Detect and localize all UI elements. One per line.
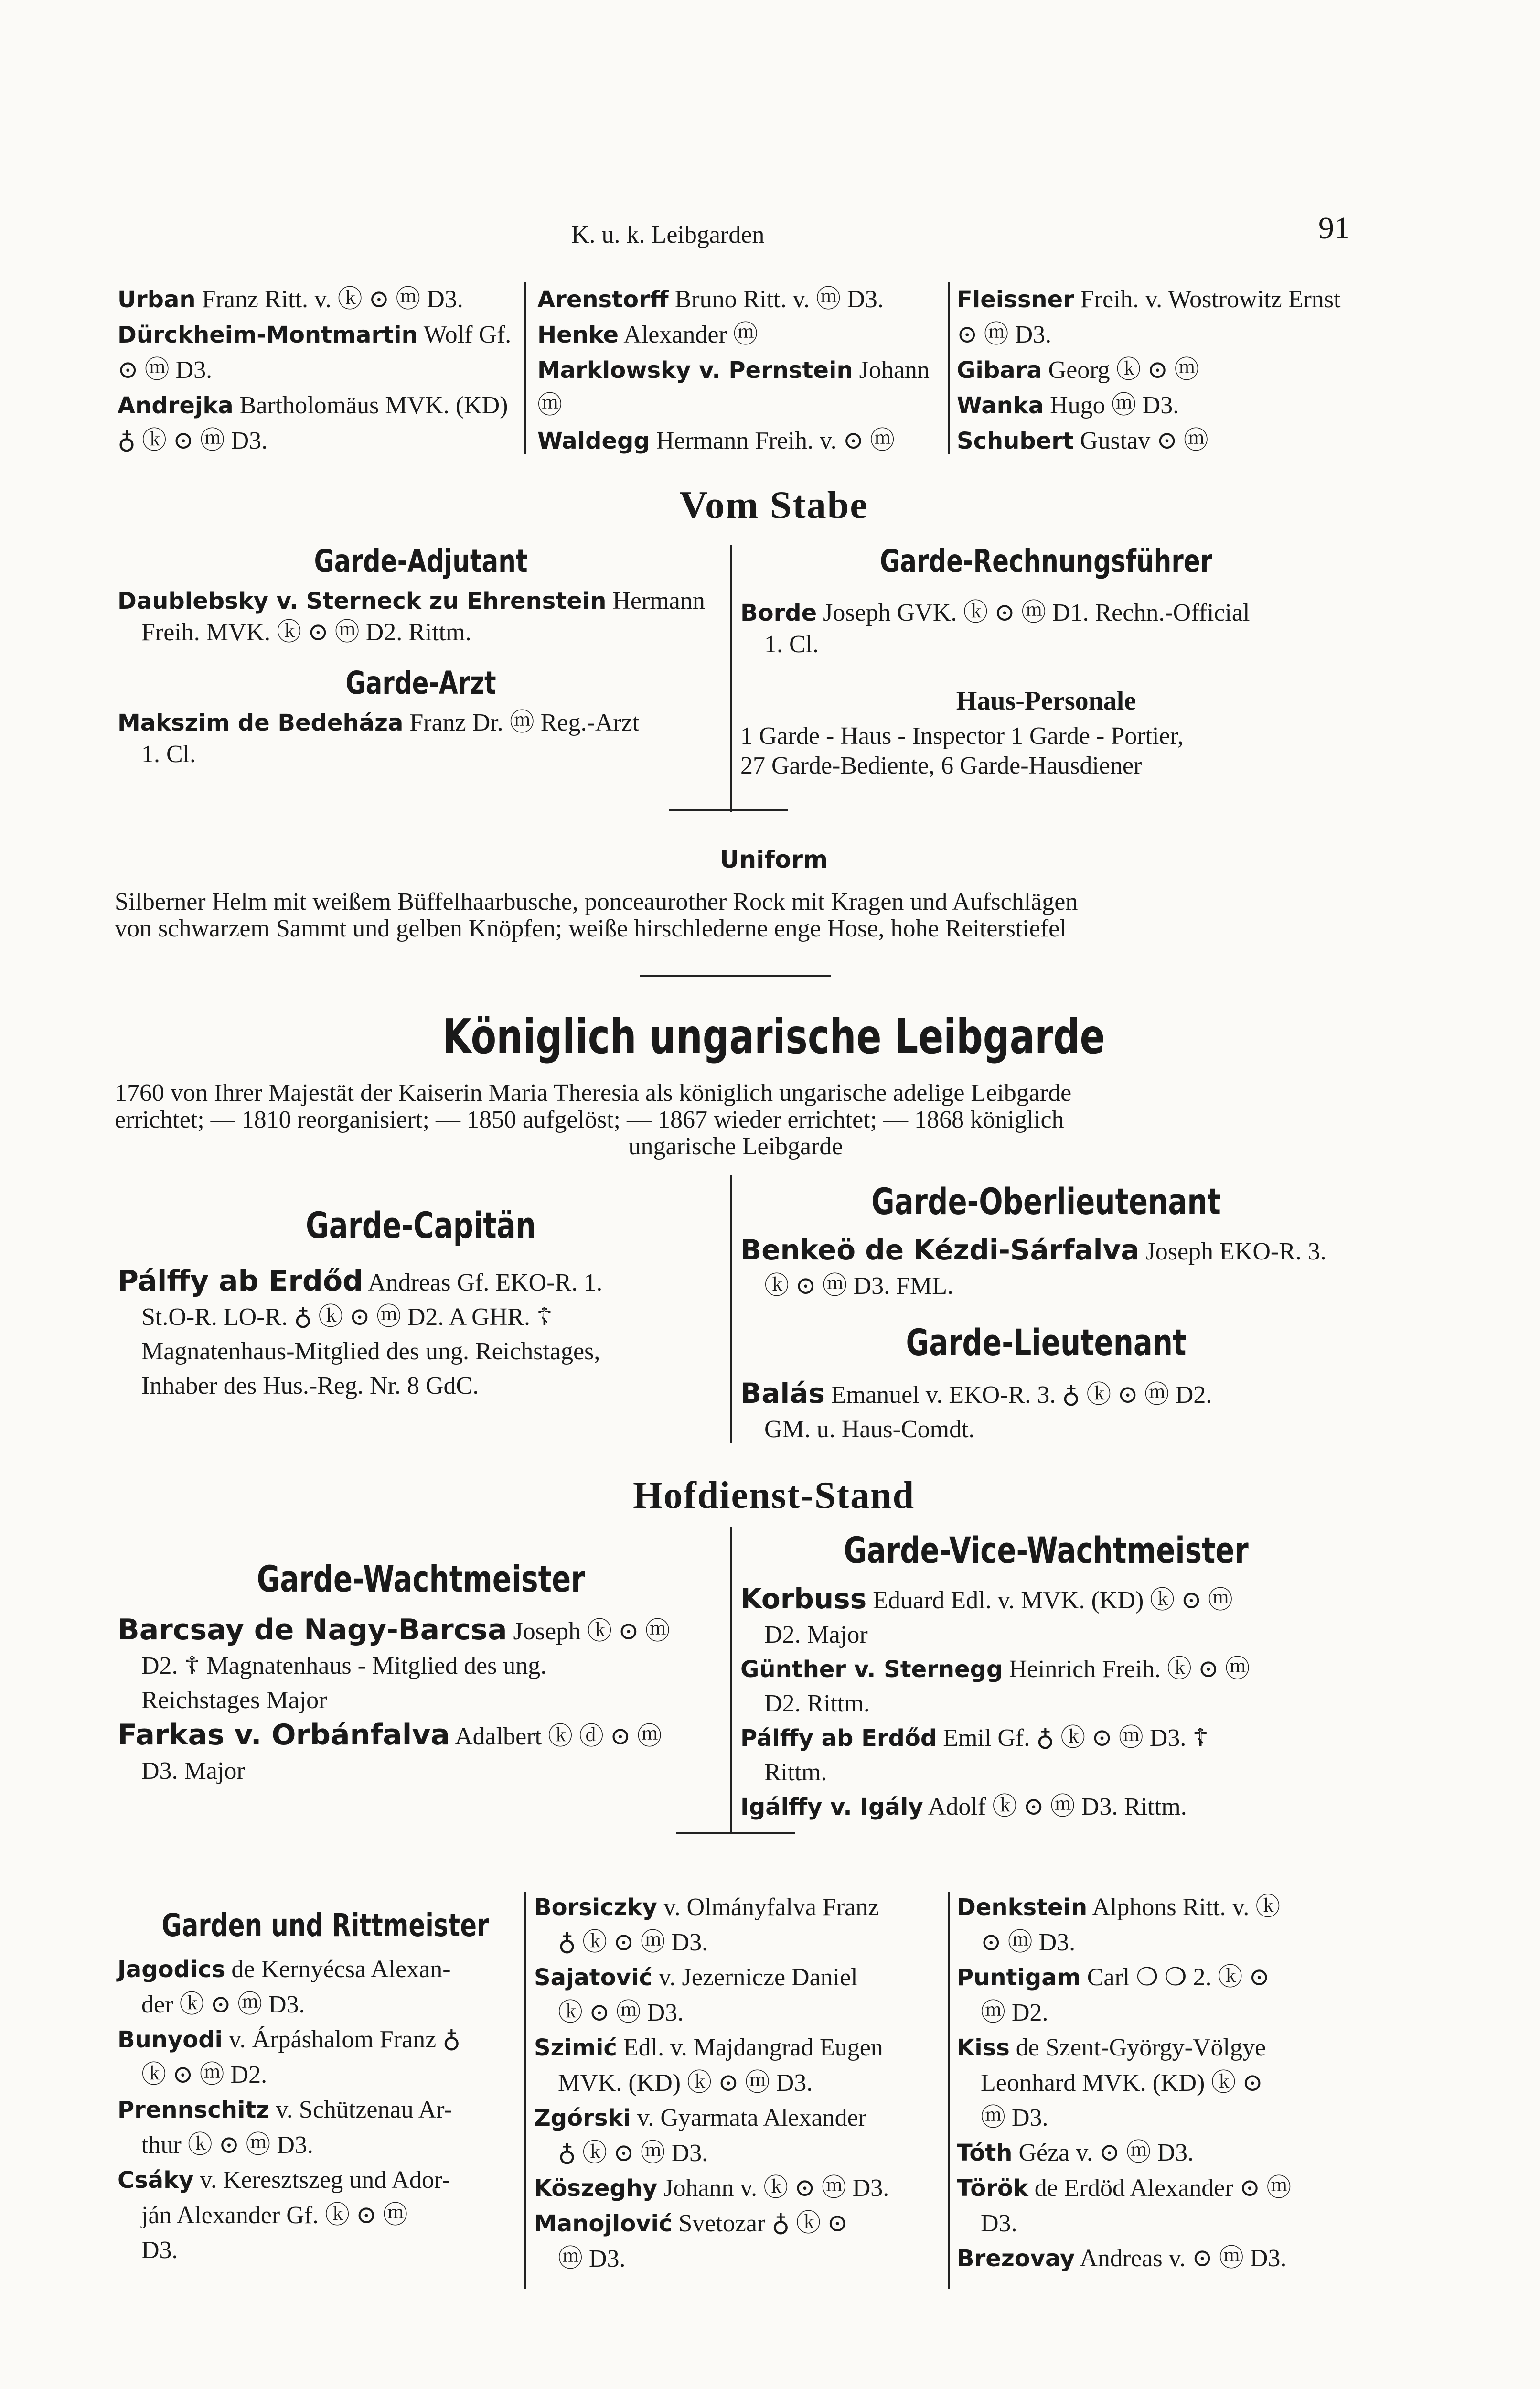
list-item: Marklowsky v. Pernstein Johann ⓜ (537, 356, 930, 419)
heading-garde-oberlieutenant: Garde-Oberlieutenant (871, 1180, 1221, 1223)
column-rule (730, 1527, 732, 1832)
rechnung-entry: Borde Joseph GVK. ⓚ ⊙ ⓜ D1. Rechn.-Official 1. Cl. (740, 599, 1250, 658)
section-title-vom-stabe: Vom Stabe (679, 483, 868, 527)
capitan-entry: Pálffy ab Erdőd Andreas Gf. EKO-R. 1. St.O-R. LO-R. ♁ ⓚ ⊙ ⓜ D2. A GHR. ☦ Magnatenhaus-Mitglied des ung. Reichstages, Inhaber des Hus.-Reg. Nr. 8 GdC. (118, 1264, 603, 1399)
top-column-2 (537, 282, 943, 459)
list-item: Waldegg Hermann Freih. v. ⊙ ⓜ (537, 427, 895, 454)
list-item: Manojlović Svetozar ♁ ⓚ ⊙ ⓜ D3. (534, 2210, 848, 2272)
column-rule (948, 282, 950, 454)
haus-personale-entry: 1 Garde - Haus - Inspector 1 Garde - Portier, 27 Garde-Bediente, 6 Garde-Hausdiener (740, 722, 1184, 779)
list-item: Dürckheim-Montmartin Wolf Gf. ⊙ ⓜ D3. (118, 321, 512, 384)
list-item: Brezovay Andreas v. ⊙ ⓜ D3. (957, 2245, 1287, 2272)
list-item: Henke Alexander ⓜ (537, 321, 758, 348)
list-item: Kiss de Szent-György-Völgye Leonhard MVK. (KD) ⓚ ⊙ ⓜ D3. (957, 2034, 1266, 2131)
running-title: K. u. k. Leibgarden (571, 221, 765, 248)
heading-garde-vice-wachtmeister: Garde-Vice-Wachtmeister (844, 1529, 1249, 1571)
uniform-text: Silberner Helm mit weißem Büffelhaarbusche, ponceaurother Rock mit Kragen und Aufschlägen von schwarzem Sammt und gelben Knöpfen; weiße hirschlederne enge Hose, hohe Reiterstiefel (115, 888, 1078, 942)
top-column-1 (118, 282, 519, 459)
list-item: Pálffy ab Erdőd Emil Gf. ♁ ⓚ ⊙ ⓜ D3. ☦ Rittm. (740, 1724, 1209, 1786)
column-rule (730, 1175, 732, 1443)
heading-garde-adjutant: Garde-Adjutant (314, 543, 528, 580)
list-item: Farkas v. Orbánfalva Adalbert ⓚ ⓓ ⊙ ⓜ D3. Major (118, 1718, 662, 1785)
vice-wachtmeister-list (740, 1582, 1357, 1824)
bottom-column-1 (118, 1952, 521, 2268)
list-item: Barcsay de Nagy-Barcsa Joseph ⓚ ⊙ ⓜ D2. ☦ Magnatenhaus - Mitglied des ung. Reichstages Major (118, 1613, 670, 1714)
list-item: Zgórski v. Gyarmata Alexander ♁ ⓚ ⊙ ⓜ D3. (534, 2104, 867, 2167)
uniform-title: Uniform (719, 846, 828, 873)
list-item: Bunyodi v. Árpáshalom Franz ♁ ⓚ ⊙ ⓜ D2. (118, 2026, 461, 2088)
adjutant-entry: Daublebsky v. Sterneck zu Ehrenstein Hermann Freih. MVK. ⓚ ⊙ ⓜ D2. Rittm. (118, 587, 705, 646)
bottom-column-2 (534, 1890, 945, 2276)
list-item: Fleissner Freih. v. Wostrowitz Ernst ⊙ ⓜ D3. (957, 286, 1341, 348)
column-rule (730, 545, 732, 812)
column-rule (948, 1892, 950, 2289)
list-item: Köszeghy Johann v. ⓚ ⊙ ⓜ D3. (534, 2174, 889, 2202)
bottom-column-3 (957, 1890, 1358, 2276)
divider (669, 809, 788, 811)
heading-garde-capitan: Garde-Capitän (306, 1204, 536, 1247)
list-item: Schubert Gustav ⊙ ⓜ (957, 427, 1208, 454)
list-item: Igálffy v. Igály Adolf ⓚ ⊙ ⓜ D3. Rittm. (740, 1793, 1187, 1820)
list-item: Jagodics de Kernyécsa Alexan- der ⓚ ⊙ ⓜ D3. (118, 1956, 451, 2018)
heading-garde-rechnungsfuehrer: Garde-Rechnungsführer (879, 543, 1213, 580)
heading-garden-und-rittmeister: Garden und Rittmeister (161, 1907, 489, 1944)
divider (640, 975, 831, 977)
lieutenant-entry: Balás Emanuel v. EKO-R. 3. ♁ ⓚ ⊙ ⓜ D2. GM. u. Haus-Comdt. (740, 1377, 1212, 1443)
heading-haus-personale: Haus-Personale (956, 686, 1136, 716)
list-item: Sajatović v. Jezernicze Daniel ⓚ ⊙ ⓜ D3. (534, 1964, 858, 2026)
section-title-ungarische-leibgarde: Königlich ungarische Leibgarde (442, 1009, 1105, 1065)
list-item: Prennschitz v. Schützenau Ar- thur ⓚ ⊙ ⓜ D3. (118, 2096, 452, 2159)
list-item: Csáky v. Keresztszeg und Ador- ján Alexander Gf. ⓚ ⊙ ⓜ D3. (118, 2166, 450, 2264)
list-item: Günther v. Sternegg Heinrich Freih. ⓚ ⊙ ⓜ D2. Rittm. (740, 1656, 1250, 1717)
list-item: Tóth Géza v. ⊙ ⓜ D3. (957, 2139, 1194, 2166)
page-number: 91 (1318, 211, 1350, 246)
list-item: Borsiczky v. Olmányfalva Franz ♁ ⓚ ⊙ ⓜ D3. (534, 1894, 879, 1956)
list-item: Arenstorff Bruno Ritt. v. ⓜ D3. (537, 286, 884, 313)
list-item: Andrejka Bartholomäus MVK. (KD) ♁ ⓚ ⊙ ⓜ D3. (118, 392, 508, 454)
heading-garde-arzt: Garde-Arzt (345, 665, 496, 701)
heading-garde-lieutenant: Garde-Lieutenant (906, 1321, 1187, 1364)
divider (676, 1832, 795, 1834)
oberlieutenant-entry: Benkeö de Kézdi-Sárfalva Joseph EKO-R. 3. ⓚ ⊙ ⓜ D3. FML. (740, 1234, 1326, 1300)
list-item: Urban Franz Ritt. v. ⓚ ⊙ ⓜ D3. (118, 286, 463, 313)
column-rule (524, 1892, 526, 2289)
wachtmeister-list (118, 1613, 724, 1788)
list-item: Korbuss Eduard Edl. v. MVK. (KD) ⓚ ⊙ ⓜ D2. Major (740, 1582, 1233, 1648)
list-item: Gibara Georg ⓚ ⊙ ⓜ (957, 356, 1199, 384)
list-item: Wanka Hugo ⓜ D3. (957, 392, 1179, 419)
arzt-entry: Makszim de Bedeháza Franz Dr. ⓜ Reg.-Arzt 1. Cl. (118, 709, 640, 768)
section-title-hofdienst-stand: Hofdienst-Stand (632, 1474, 915, 1517)
heading-garde-wachtmeister: Garde-Wachtmeister (257, 1558, 585, 1600)
list-item: Török de Erdöd Alexander ⊙ ⓜ D3. (957, 2174, 1292, 2237)
list-item: Denkstein Alphons Ritt. v. ⓚ ⊙ ⓜ D3. (957, 1894, 1281, 1956)
list-item: Puntigam Carl ❍ ❍ 2. ⓚ ⊙ ⓜ D2. (957, 1964, 1270, 2026)
list-item: Szimić Edl. v. Majdangrad Eugen MVK. (KD) ⓚ ⊙ ⓜ D3. (534, 2034, 883, 2097)
ungarische-intro: 1760 von Ihrer Majestät der Kaiserin Maria Theresia als königlich ungarische adelige Leibgarde errichtet; — 1810 reorganisiert; — 1850 aufgelöst; — 1867 wieder errichtet; — 1868 königlich ungarische Leibgarde (115, 1079, 1072, 1160)
column-rule (524, 282, 526, 454)
top-column-3 (957, 282, 1353, 459)
